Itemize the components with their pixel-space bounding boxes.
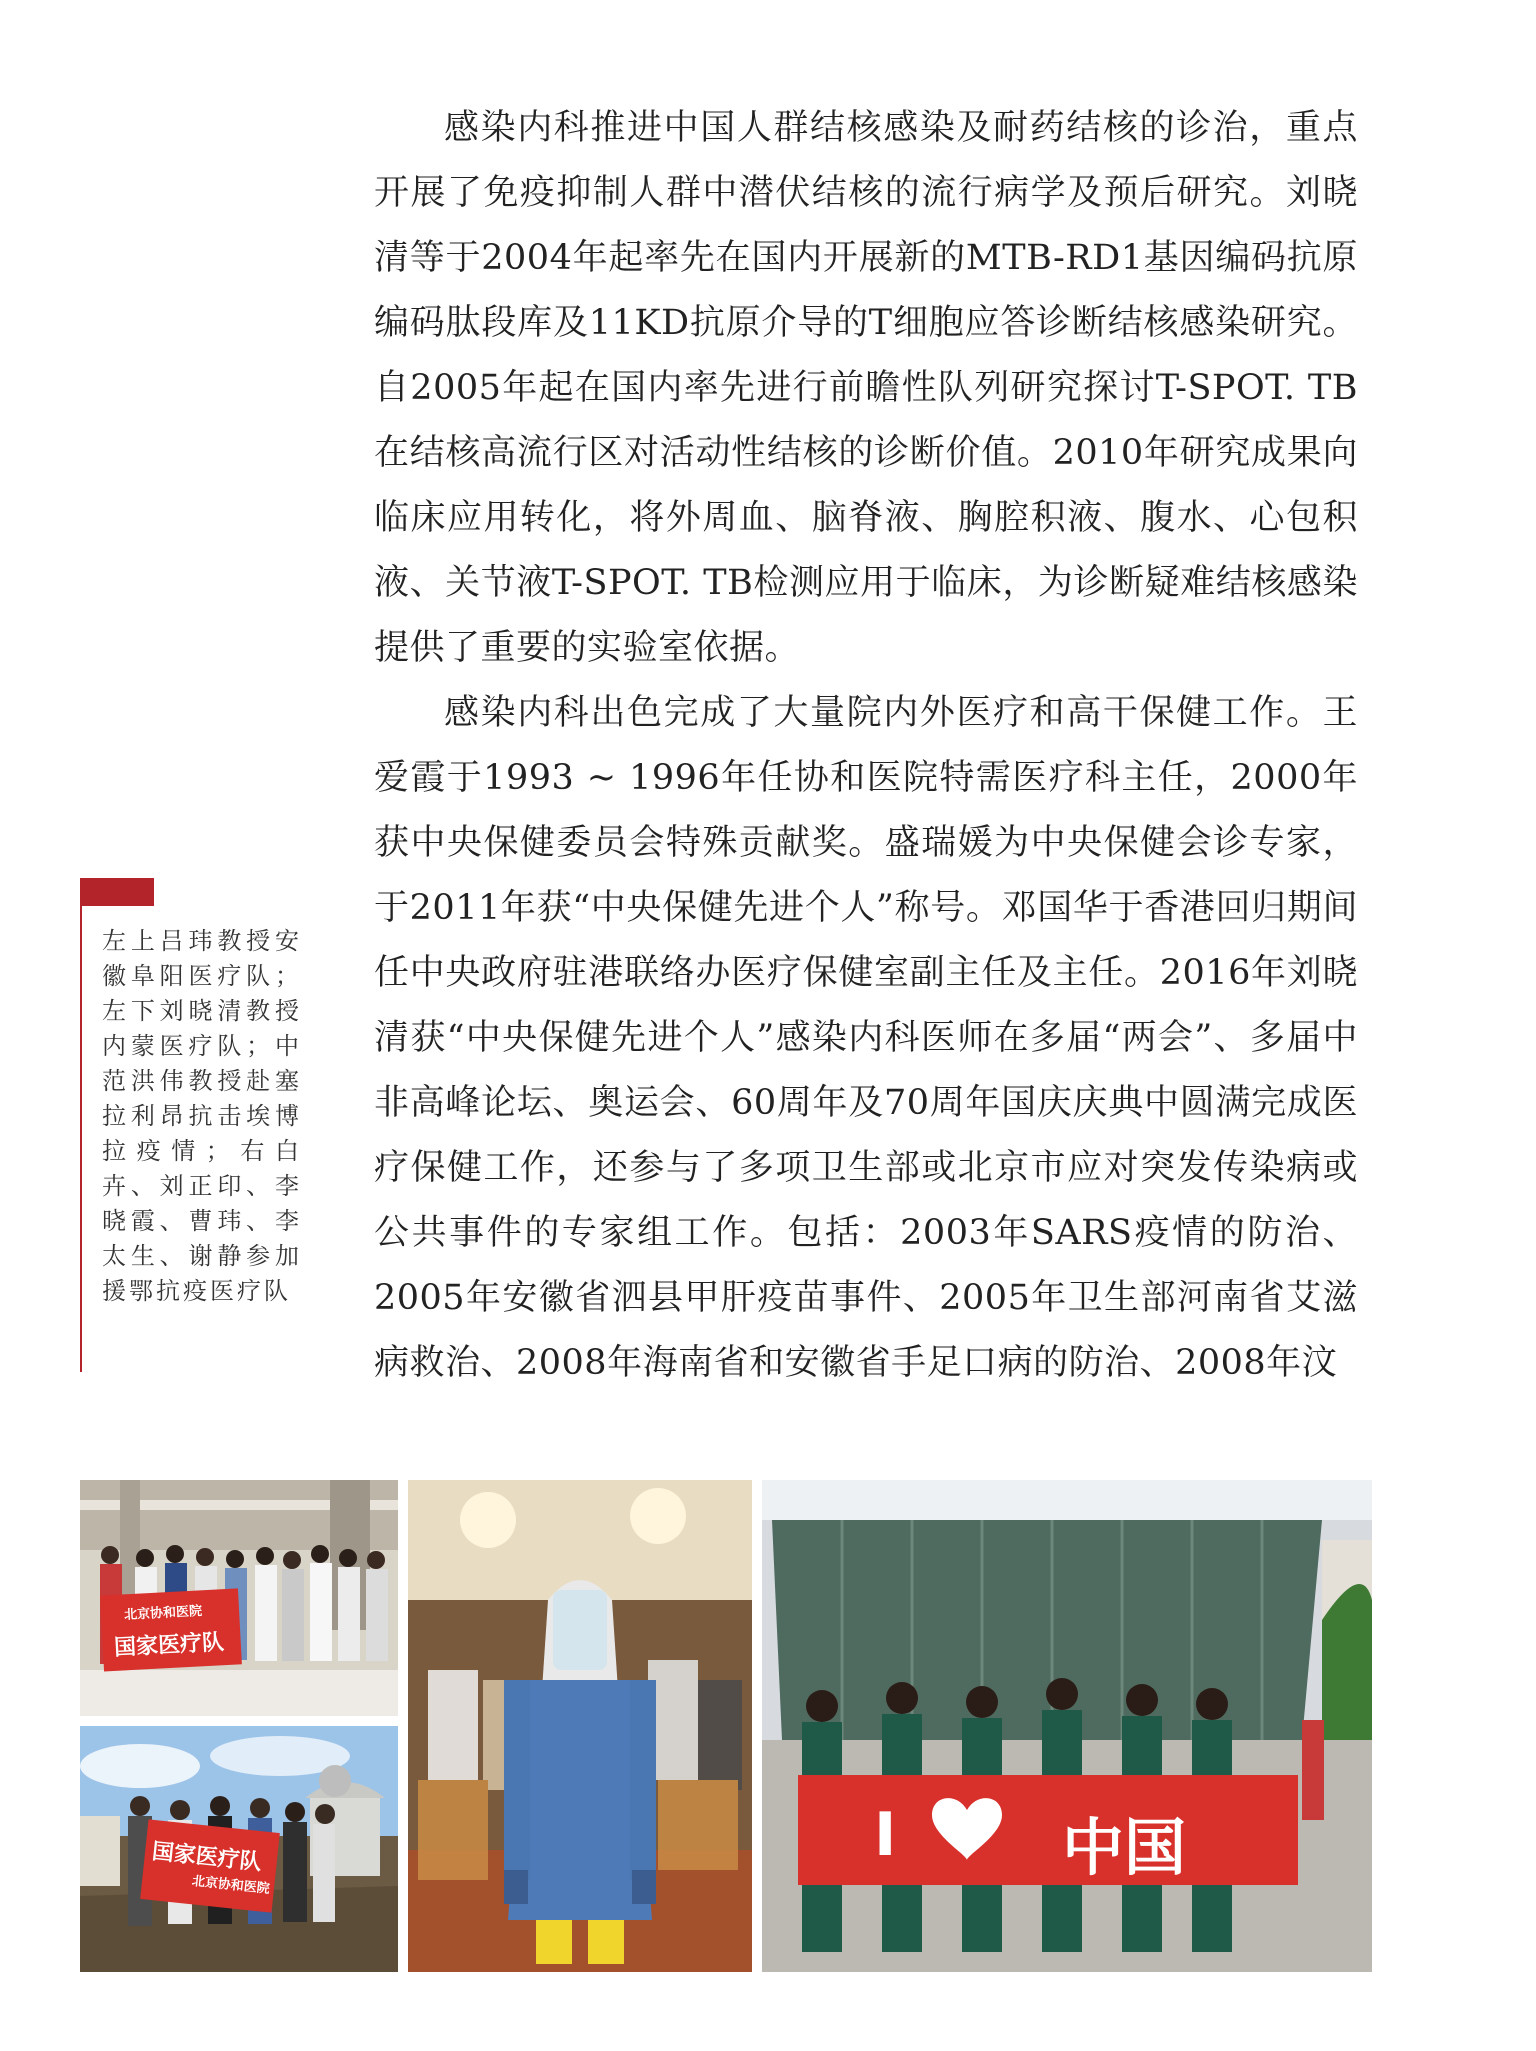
banner-hospital-name-2: 北京协和医院: [191, 1873, 271, 1898]
banner-hospital-name: 北京协和医院: [123, 1603, 203, 1624]
caption-text: 左上吕玮教授安徽阜阳医疗队；左下刘晓清教授内蒙医疗队；中范洪伟教授赴塞拉利昂抗击埃博拉疫情；右白卉、刘正印、李晓霞、曹玮、李太生、谢静参加援鄂抗疫医疗队: [102, 927, 302, 1305]
photo-inner-mongolia-team: [80, 1726, 398, 1972]
caption-marker: [80, 878, 154, 906]
banner-china: 中国: [1062, 1811, 1187, 1884]
banner-national-medical-team: 国家医疗队: [113, 1630, 225, 1661]
paragraph-tuberculosis: 感染内科推进中国人群结核感染及耐药结核的诊治，重点开展了免疫抑制人群中潜伏结核的流行病学及预后研究。刘晓清等于2004年起率先在国内开展新的MTB-RD1基因编码抗原编码肽段库及11KD抗原介导的T细胞应答诊断结核感染研究。自2005年起在国内率先进行前瞻性队列研究探讨T-SPOT. TB在结核高流行区对活动性结核的诊断价值。2010年研究成果向临床应用转化，将外周血、脑脊液、胸腔积液、腹水、心包积液、关节液T-SPOT. TB检测应用于临床，为诊断疑难结核感染提供了重要的实验室依据。: [374, 108, 1358, 668]
photo-caption: [80, 878, 302, 1372]
photo-wuhan-team: [762, 1480, 1372, 1972]
banner-national-medical-team-2: 国家医疗队: [150, 1839, 263, 1876]
banner-i: I: [874, 1800, 897, 1870]
photo-anhui-team: [80, 1480, 398, 1716]
caption-rule: [80, 878, 82, 1372]
paragraph-healthcare: 感染内科出色完成了大量院内外医疗和高干保健工作。王爱霞于1993 ~ 1996年任协和医院特需医疗科主任，2000年获中央保健委员会特殊贡献奖。盛瑞媛为中央保健会诊专家，于2011年获“中央保健先进个人”称号。邓国华于香港回归期间任中央政府驻港联络办医疗保健室副主任及主任。2016年刘晓清获“中央保健先进个人”感染内科医师在多届“两会”、多届中非高峰论坛、奥运会、60周年及70周年国庆庆典中圆满完成医疗保健工作，还参与了多项卫生部或北京市应对突发传染病或公共事件的专家组工作。包括：2003年SARS疫情的防治、2005年安徽省泗县甲肝疫苗事件、2005年卫生部河南省艾滋病救治、2008年海南省和安徽省手足口病的防治、2008年汶: [374, 693, 1358, 1383]
photo-sierra-leone-ebola: [408, 1480, 752, 1972]
main-text: [374, 96, 1358, 1396]
